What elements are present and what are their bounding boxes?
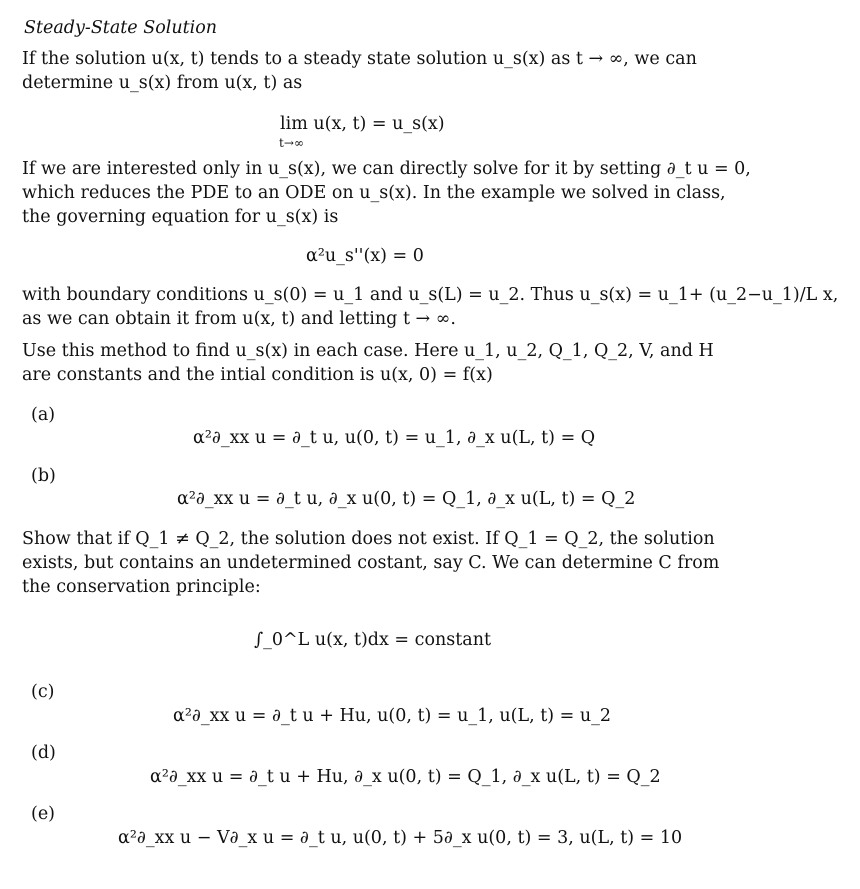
limit-equation-body: lim u(x, t) = u_s(x)	[280, 114, 445, 134]
limit-equation	[280, 114, 445, 134]
item-label-a: (a)	[31, 405, 56, 425]
section-heading: Steady-State Solution	[24, 18, 218, 38]
ode-equation: α²u_s''(x) = 0	[306, 246, 424, 266]
paragraph-2-line-1: If we are interested only in u_s(x), we can directly solve for it by setting ∂_t u = 0,	[22, 159, 751, 179]
paragraph-4-line-1: Use this method to find u_s(x) in each case. Here u_1, u_2, Q_1, Q_2, V, and H	[22, 341, 714, 361]
equation-a: α²∂_xx u = ∂_t u, u(0, t) = u_1, ∂_x u(L, t) = Q	[193, 428, 596, 448]
paragraph-5-line-3: the conservation principle:	[22, 577, 261, 597]
item-label-d: (d)	[31, 743, 56, 763]
paragraph-5-line-1: Show that if Q_1 ≠ Q_2, the solution does not exist. If Q_1 = Q_2, the solution	[22, 529, 715, 549]
item-label-b: (b)	[31, 466, 56, 486]
item-label-c: (c)	[31, 682, 55, 702]
limit-subscript: t→∞	[279, 136, 304, 150]
equation-e: α²∂_xx u − V∂_x u = ∂_t u, u(0, t) + 5∂_x u(0, t) = 3, u(L, t) = 10	[118, 828, 683, 848]
paragraph-2-line-2: which reduces the PDE to an ODE on u_s(x). In the example we solved in class,	[22, 183, 726, 203]
equation-d: α²∂_xx u = ∂_t u + Hu, ∂_x u(0, t) = Q_1, ∂_x u(L, t) = Q_2	[150, 767, 661, 787]
integral-equation: ∫_0^L u(x, t)dx = constant	[254, 630, 492, 650]
paragraph-5-line-2: exists, but contains an undetermined costant, say C. We can determine C from	[22, 553, 720, 573]
paragraph-2-line-3: the governing equation for u_s(x) is	[22, 207, 339, 227]
equation-c: α²∂_xx u = ∂_t u + Hu, u(0, t) = u_1, u(L, t) = u_2	[173, 706, 612, 726]
paragraph-1-line-1: If the solution u(x, t) tends to a steady state solution u_s(x) as t → ∞, we can	[22, 49, 697, 69]
paragraph-3-line-1: with boundary conditions u_s(0) = u_1 and u_s(L) = u_2. Thus u_s(x) = u_1+ (u_2−u_1)/L x,	[22, 285, 839, 305]
paragraph-4-line-2: are constants and the intial condition is u(x, 0) = f(x)	[22, 365, 493, 385]
paragraph-1-line-2: determine u_s(x) from u(x, t) as	[22, 73, 303, 93]
item-label-e: (e)	[31, 804, 56, 824]
equation-b: α²∂_xx u = ∂_t u, ∂_x u(0, t) = Q_1, ∂_x u(L, t) = Q_2	[177, 489, 636, 509]
paragraph-3-line-2: as we can obtain it from u(x, t) and letting t → ∞.	[22, 309, 456, 329]
